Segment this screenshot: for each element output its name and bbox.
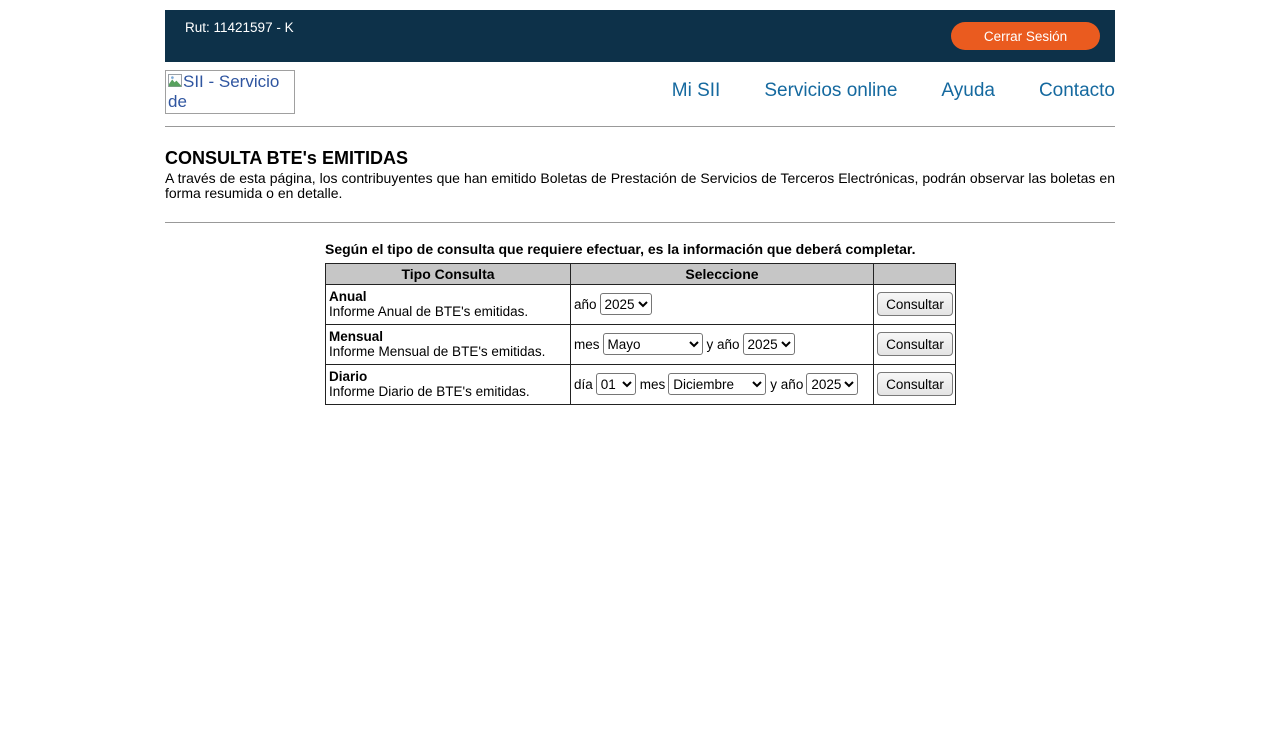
rut-text: Rut: 11421597 - K — [185, 20, 294, 35]
anual-type-cell — [326, 284, 571, 324]
mensual-consultar-button[interactable]: Consultar — [877, 332, 953, 356]
header-empty — [874, 263, 956, 284]
divider-top — [165, 126, 1115, 127]
mensual-month-label: mes — [574, 336, 600, 352]
diario-consultar-button[interactable]: Consultar — [877, 372, 953, 396]
anual-type-description: Informe Anual de BTE's emitidas. — [329, 304, 529, 319]
diario-month-select[interactable] — [668, 373, 766, 395]
divider-bottom — [165, 222, 1115, 223]
diario-day-label: día — [574, 376, 593, 392]
anual-consultar-button[interactable]: Consultar — [877, 292, 953, 316]
nav-link-ayuda[interactable]: Ayuda — [941, 80, 995, 101]
nav-link-mi-sii[interactable]: Mi SII — [671, 80, 721, 101]
mensual-type-description: Informe Mensual de BTE's emitidas. — [329, 344, 546, 359]
instruction-text: Según el tipo de consulta que requiere efectuar, es la información que deberá completar. — [325, 241, 916, 257]
mensual-year-label: y año — [706, 336, 740, 352]
nav-link-contacto[interactable]: Contacto — [1038, 80, 1115, 101]
diario-day-select[interactable] — [596, 373, 636, 395]
mensual-type-label: Mensual — [329, 328, 384, 344]
diario-month-label: mes — [639, 376, 666, 392]
sii-logo-link[interactable] — [165, 70, 295, 114]
diario-controls-cell — [571, 364, 874, 404]
mensual-controls-cell — [571, 324, 874, 364]
header-seleccione: Seleccione — [571, 263, 874, 284]
consulta-form-block — [325, 242, 955, 405]
table-row-anual — [326, 284, 956, 324]
diario-type-description: Informe Diario de BTE's emitidas. — [329, 384, 530, 399]
session-bar — [165, 10, 1115, 62]
mensual-month-select[interactable] — [603, 333, 703, 355]
anual-year-select[interactable] — [600, 293, 652, 315]
diario-type-cell — [326, 364, 571, 404]
page-description: A través de esta página, los contribuyentes que han emitido Boletas de Prestación de Servicios de Terceros Electrónicas, podrán observar las boletas en forma resumida o en detalle. — [165, 170, 1115, 201]
brand-row — [165, 69, 1115, 115]
table-row-mensual — [326, 324, 956, 364]
page-title: CONSULTA BTE's EMITIDAS — [165, 148, 408, 168]
diario-button-cell — [874, 364, 956, 404]
consulta-table — [325, 263, 956, 405]
table-row-diario — [326, 364, 956, 404]
diario-year-select[interactable] — [806, 373, 858, 395]
diario-type-label: Diario — [329, 368, 368, 384]
mensual-year-select[interactable] — [743, 333, 795, 355]
mensual-type-cell — [326, 324, 571, 364]
page-container — [165, 10, 1115, 405]
nav-link-servicios-online[interactable]: Servicios online — [764, 80, 898, 101]
logo-alt-text: SII - Servicio de — [168, 72, 280, 112]
mensual-button-cell — [874, 324, 956, 364]
anual-type-label: Anual — [329, 288, 367, 304]
logout-button[interactable]: Cerrar Sesión — [951, 22, 1100, 50]
header-tipo-consulta: Tipo Consulta — [326, 263, 571, 284]
broken-image-icon — [168, 72, 182, 91]
diario-year-label: y año — [770, 376, 804, 392]
anual-controls-cell — [571, 284, 874, 324]
anual-year-label: año — [574, 296, 597, 312]
main-nav — [672, 80, 1115, 104]
anual-button-cell — [874, 284, 956, 324]
table-header-row — [326, 263, 956, 284]
